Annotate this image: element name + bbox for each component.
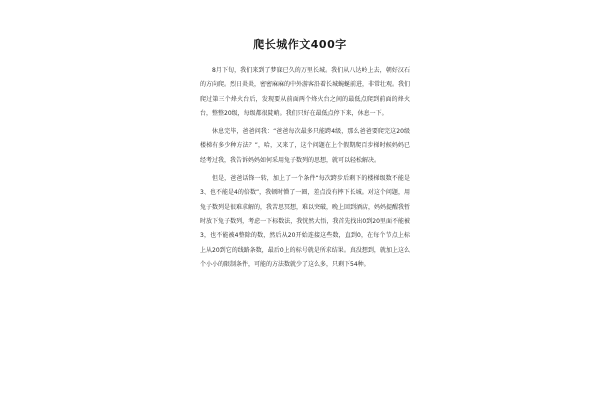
essay-body: [200, 64, 410, 276]
paragraph-3: 但是，爸爸话锋一转，加上了一个条件“每次跨步后剩下的楼梯级数不能是3、也不能是4的倍数”，我顿时懵了一圈，差点没有摔下长城。对这个问题，用兔子数列是很难求解的，我苦思冥想，难以突破，晚上回到酒店，妈妈提醒我暂时放下兔子数列，考虑一下标数法，我恍然大悟，我首先找出0到20里面不能被3，也不能被4整除的数，然后从20开始连接这些数，直到0，在每个节点上标上从20到它的线路条数，最后0上的标号就是所求结果。真没想到，就加上这么个小小的限制条件，可能的方法数就少了这么多，只剩下54种。: [200, 175, 411, 268]
paragraph-2: 休息完毕，爸爸问我：“爸爸每次最多只能跨4级，那么爸爸要爬完这20级楼梯有多少种方法？”，哈，又来了，这个问题在上个假期爬百步梯时候妈妈已经考过我，我告诉妈妈如何采用兔子数列的思想，就可以轻松解决。: [200, 128, 410, 164]
page-title: 爬长城作文400字: [253, 38, 347, 51]
paragraph-1: 8月下旬，我们来到了梦寐已久的万里长城。我们从八达岭上去，朝好汉石的方向爬。烈日炎炎，密密麻麻的中外游客沿着长城蜿蜒前进，非常壮观。我们爬过第三个烽火台后，发现要从前面两个烽火台之间的最低点爬到前面的烽火台，整整20级，每级都很陡峭。我们只好在最低点停下来，休息一下。: [200, 67, 411, 117]
